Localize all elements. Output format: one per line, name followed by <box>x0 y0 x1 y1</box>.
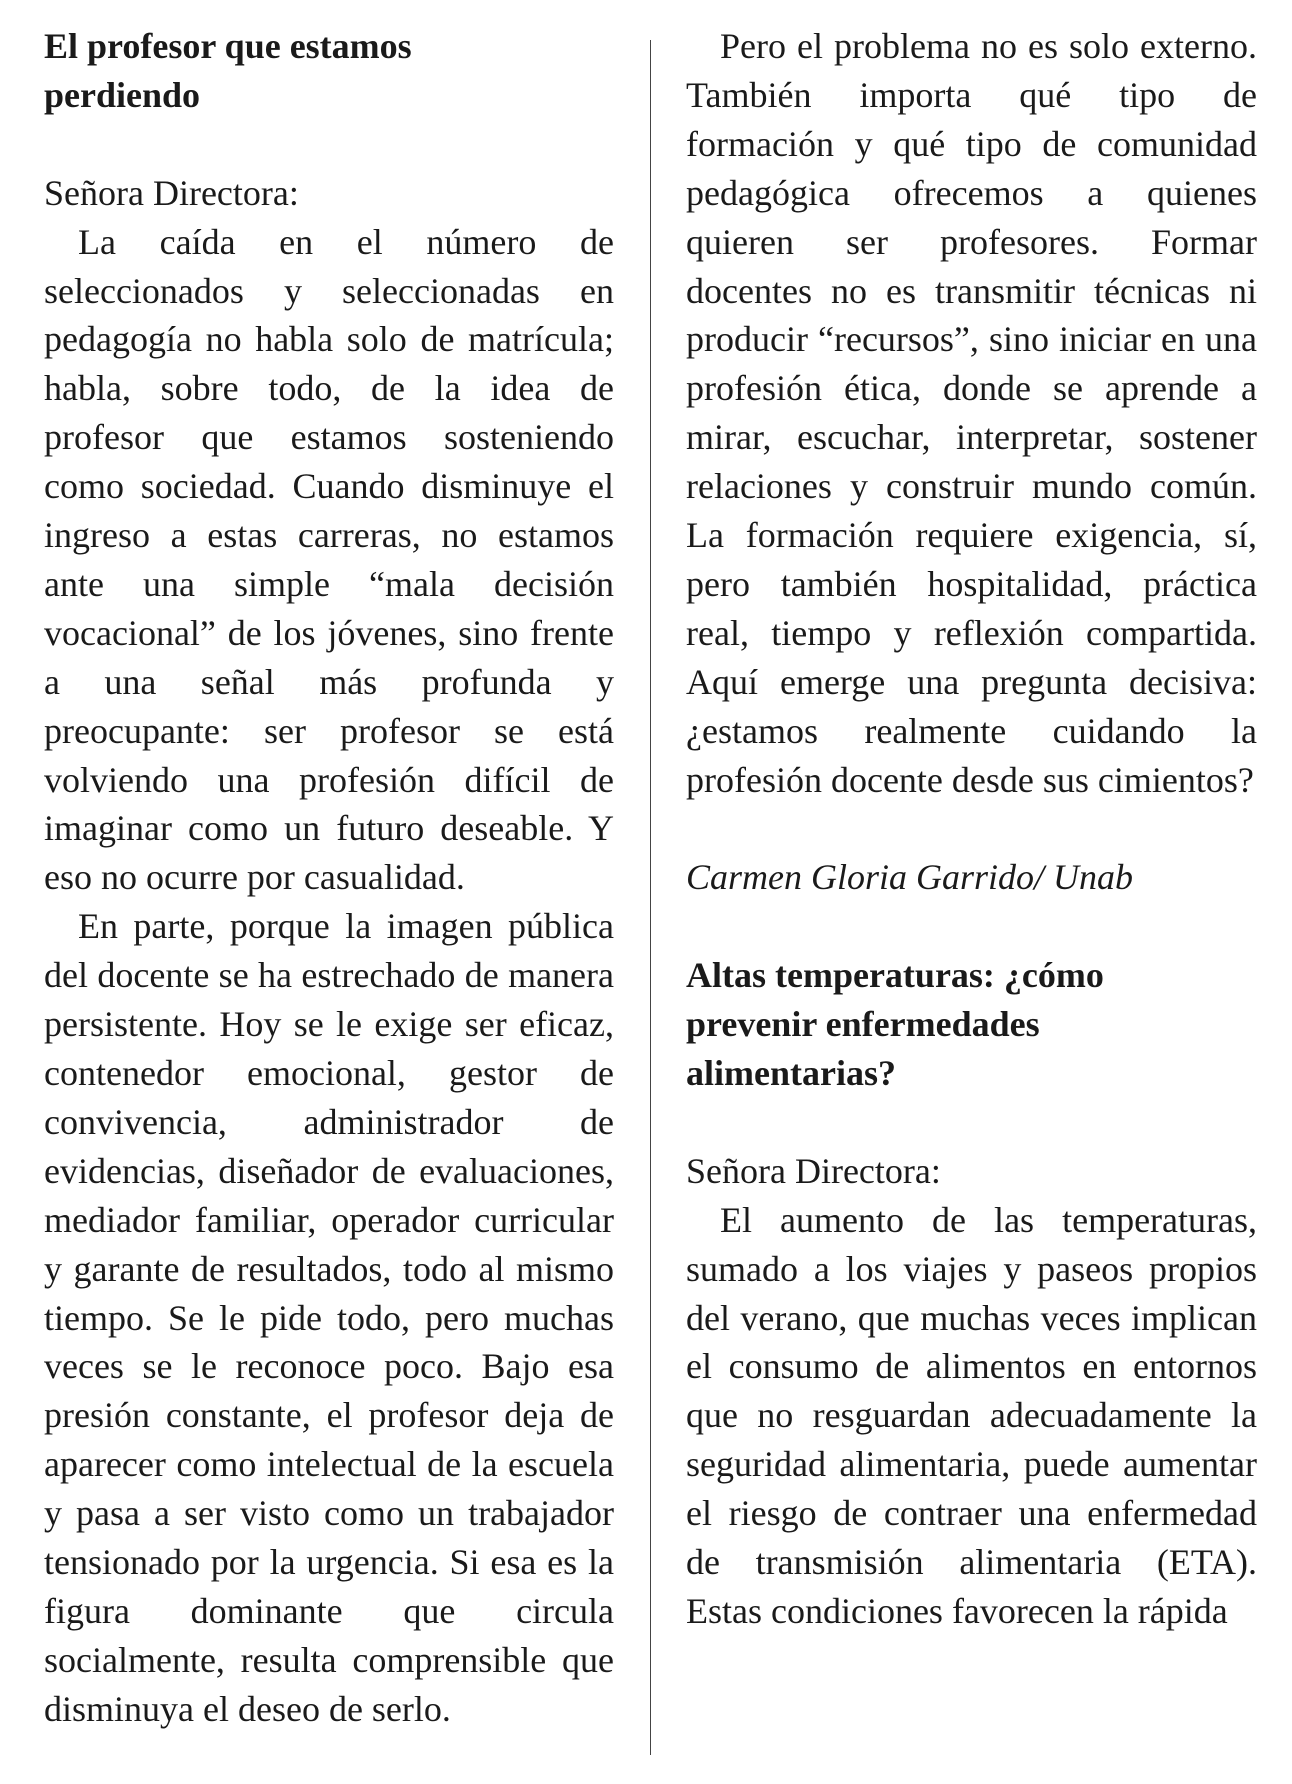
column-divider <box>650 40 651 1755</box>
left-column <box>44 22 614 1734</box>
title-line: El profesor que estamos <box>44 26 412 66</box>
letter-title <box>686 951 1257 1098</box>
body-paragraph: En parte, porque la imagen pública del docente se ha estrechado de manera persistente. Hoy se le exige ser eficaz, contenedor emocional, gestor de convivencia, administrador de evidencias, diseñador de evaluaciones, mediador familiar, operador curricular y garante de resultados, todo al mismo tiempo. Se le pide todo, pero muchas veces se le reconoce poco. Bajo esa presión constante, el profesor deja de aparecer como intelectual de la escuela y pasa a ser visto como un trabajador tensionado por la urgencia. Si esa es la figura dominante que circula socialmente, resulta comprensible que disminuya el deseo de serlo. <box>44 906 614 1729</box>
title-line: prevenir enfermedades <box>686 1004 1040 1045</box>
signature: Carmen Gloria Garrido/ Unab <box>686 857 1134 898</box>
body-paragraph: La caída en el número de seleccionados y seleccionadas en pedagogía no habla solo de matrícula; habla, sobre todo, de la idea de profesor que estamos sosteniendo como sociedad. Cuando disminuye el ingreso a estas carreras, no estamos ante una simple “mala decisión vocacional” de los jóvenes, sino frente a una señal más profunda y preocupante: ser profesor se está volviendo una profesión difícil de imaginar como un futuro deseable. Y eso no ocurre por casualidad. <box>44 221 614 898</box>
body-paragraph: El aumento de las temperaturas, sumado a los viajes y paseos propios del verano, que muchas veces implican el consumo de alimentos en entornos que no resguardan adecuadamente la seguridad alimentaria, puede aumentar el riesgo de contraer una enfermedad de transmisión alimentaria (ETA). Estas condiciones favorecen la rápida <box>686 1199 1257 1631</box>
letter-title <box>44 22 614 120</box>
title-line: perdiendo <box>44 74 201 115</box>
title-line: alimentarias? <box>686 1053 896 1093</box>
body-paragraph: Pero el problema no es solo externo. También importa qué tipo de formación y qué tipo de comunidad pedagógica ofrecemos a quienes quieren ser profesores. Formar docentes no es transmitir técnicas ni producir “recursos”, sino iniciar en una profesión ética, donde se aprende a mirar, escuchar, interpretar, sostener relaciones y construir mundo común. La formación requiere exigencia, sí, pero también hospitalidad, práctica real, tiempo y reflexión compartida. Aquí emerge una pregunta decisiva: ¿estamos realmente cuidando la profesión docente desde sus cimientos? <box>686 26 1257 800</box>
salutation: Señora Directora: <box>44 172 299 213</box>
salutation: Señora Directora: <box>686 1150 941 1191</box>
title-line: Altas temperaturas: ¿cómo <box>686 955 1104 996</box>
right-column <box>686 22 1257 1636</box>
